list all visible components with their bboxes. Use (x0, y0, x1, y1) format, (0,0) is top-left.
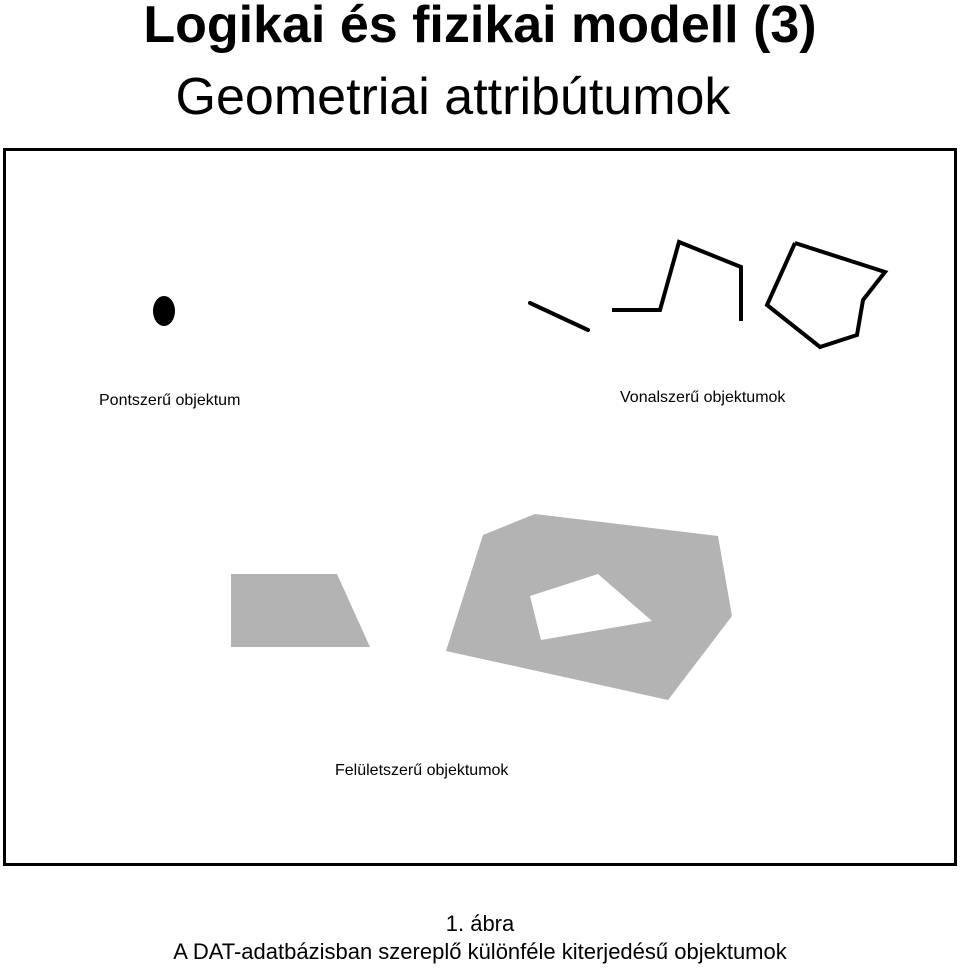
caption-number: 1. ábra (445, 911, 515, 936)
line-object-segment (530, 303, 588, 330)
point-object (153, 296, 175, 326)
line-object-zigzag (612, 242, 741, 321)
area-object-trapezoid (231, 574, 370, 647)
caption-text: A DAT-adatbázisban szereplő különféle kiterjedésű objektumok (173, 939, 787, 964)
label-line-objects: Vonalszerű objektumok (620, 389, 786, 406)
slide-subtitle: Geometriai attribútumok (175, 68, 731, 126)
slide-title: Logikai és fizikai modell (3) (143, 0, 817, 54)
label-area-objects: Felületszerű objektumok (335, 762, 509, 779)
label-point-object: Pontszerű objektum (99, 392, 241, 409)
line-object-closed (767, 243, 885, 347)
